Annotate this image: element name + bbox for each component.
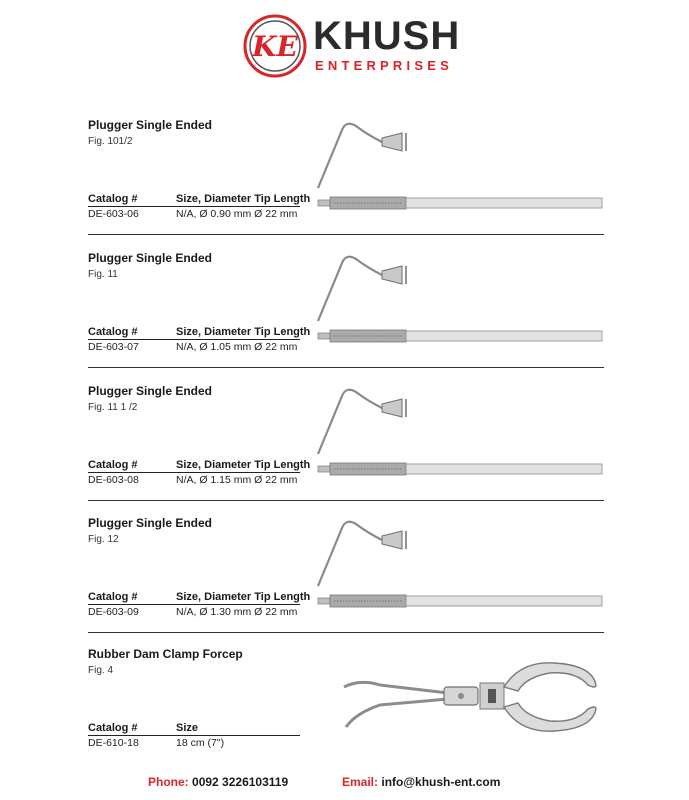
product-section [0,647,689,779]
phone-label: Phone: [148,775,189,789]
catalog-number: DE-603-08 [88,474,139,486]
product-name: Plugger Single Ended [88,384,213,398]
catalog-number: DE-603-07 [88,341,139,353]
forcep-instrument-icon [340,655,602,739]
section-divider [88,500,604,501]
plugger-instrument-icon [312,251,608,347]
size-value: N/A, Ø 1.15 mm Ø 22 mm [176,474,298,486]
product-name: Plugger Single Ended [88,118,213,132]
size-value: N/A, Ø 0.90 mm Ø 22 mm [176,208,298,220]
catalog-number: DE-610-18 [88,737,139,749]
email-label: Email: [342,775,379,789]
phone-number[interactable]: 0092 3226103119 [192,775,289,789]
size-value: 18 cm (7") [176,737,225,749]
section-divider [88,632,604,633]
catalog-number: DE-603-09 [88,606,139,618]
brand-name: KHUSH [313,14,461,58]
product-fig: Fig. 11 1 /2 [88,402,138,413]
section-divider [88,367,604,368]
catalog-header: Catalog # [88,193,138,205]
brand-logo [243,12,463,78]
product-name: Rubber Dam Clamp Forcep [88,647,243,661]
product-section [0,118,689,250]
product-section [0,251,689,383]
plugger-instrument-icon [312,384,608,480]
phone-contact [148,775,288,789]
size-value: N/A, Ø 1.30 mm Ø 22 mm [176,606,298,618]
product-name: Plugger Single Ended [88,251,213,265]
size-value: N/A, Ø 1.05 mm Ø 22 mm [176,341,298,353]
product-fig: Fig. 11 [88,269,118,280]
plugger-instrument-icon [312,516,608,612]
size-header: Size, Diameter Tip Length [176,591,311,603]
size-header: Size, Diameter Tip Length [176,326,311,338]
size-header: Size [176,722,199,734]
size-header: Size, Diameter Tip Length [176,459,311,471]
catalog-header: Catalog # [88,722,138,734]
header-rule [88,339,300,340]
section-divider [88,234,604,235]
product-fig: Fig. 4 [88,665,114,676]
header-rule [88,735,300,736]
catalog-number: DE-603-06 [88,208,139,220]
product-section [0,516,689,648]
plugger-instrument-icon [312,118,608,214]
product-name: Plugger Single Ended [88,516,213,530]
product-fig: Fig. 12 [88,534,119,545]
email-address[interactable]: info@khush-ent.com [381,775,501,789]
header-rule [88,604,300,605]
catalog-header: Catalog # [88,591,138,603]
product-fig: Fig. 101/2 [88,136,133,147]
email-contact [342,775,500,789]
catalog-header: Catalog # [88,459,138,471]
catalog-header: Catalog # [88,326,138,338]
ke-badge-letters: KE [252,30,298,63]
ke-badge-icon [243,14,307,78]
header-rule [88,472,300,473]
brand-subtitle: ENTERPRISES [315,58,453,73]
size-header: Size, Diameter Tip Length [176,193,311,205]
header-rule [88,206,300,207]
product-section [0,384,689,516]
